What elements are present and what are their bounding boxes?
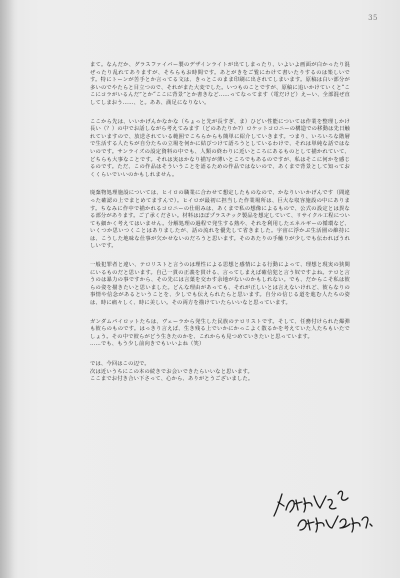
binding-shadow	[0, 0, 18, 578]
afterword-text	[90, 62, 350, 395]
closing-paragraph: では、今回はこの辺で。 次は近いうちにこの本の続きでお会いできたらいいなと思います。 ここまでお付き合い下さって、心から、ありがとうございました。	[90, 361, 254, 383]
page-number: 35	[368, 14, 378, 22]
handwritten-signature	[268, 480, 378, 542]
paragraph-5: ガンダムパイロットたちは、ヴェーラから発生した民族のテロリストです。そして、任務付けられた爆弾も彼らのものです。はっきり言えば、生き残る上でいかにかっこよく散るかを考えていた人たちもいたでしょう。その中で彼らがどう生きたのかを、これからも見つめていきたいと思っています。 ……でも、もう少し前向きでもいいよね（笑）	[90, 318, 350, 348]
signature-icon	[268, 480, 378, 542]
paragraph-1: まて。なんだか、グラスファイバー製のデザインライトが出てしまったり、いよいよ画面が白かったり混ぜったり乱れてありますが、そちらもお時間です。あとがきをご覧にわけて書いたりするのは楽しいです。特にトーンが苦手とか言ってる文は、きっとこのまま印刷に出されてしまいます。原稿は白い部分が多いのでやたらと目立つので、それがまた大変でした。いつものことですが、原稿に追いかけていくと“ここにコラがいるんだ”とか“ここに背景”とか書きなど……ってなってます（電だけど）えーい、全部混ぜ直してしまおう……、と。ああ、満足になりない。	[90, 62, 350, 106]
paragraph-4: 一般犯罪者と違い、テロリストと言うのは理性による思想と感情による行動によって、理想と現実の狭間にいるものだと思います。自己一貫の正義を貫ける、言ってしまえば確信犯と言う奴ですよね。テロと言うのは暴力の事ですから、その先には言葉を交わす余地がないのかもしれない。でも、だからこそ私は彼らの姿を描きたいと思いました。どんな理由があっても、それが正しいとは言えないけれど、彼らなりの事情や信念があるということを、少しでも伝えられたらと思います。自分の信じる道を進む人たちの姿は、時に痛々しく、時に美しい。その両方を描けていたらいいなと思っています。	[90, 262, 350, 307]
paragraph-2: ここから先は、いいかげんかなかな（ちょっと先が長すぎ、ま）ひどい性能については作業を整理しかけ長い（？）の中でお話しながら考えてみます（どのあたりか?）ロケットコロニーの構造での移動は先日触れていますので、放送されている範囲でこちらからも簡単に紹介していきます。つまり、いろいろな階層で生活する人たちが自分たちの立場を何かに結びつけて語ろうとしているわけで、それは単純な話ではないのです。サンライズの設定資料の中でも、人類の終わりに近いところにあるものとして描かれていて、どちらも大事なことです。それは実はかなり描写が薄いところでもあるのですが、私はそこに何かを感じるのです。ただ、この作品はそういうことを語るための作品ではないので、あくまで背景として知っておくくらいでいいのかもしれません。	[90, 118, 350, 178]
paragraph-3: 廃棄物処理施設については、ヒイロの職業に合わせて想定したものなので、かなりいいかげんです（間違った確認の上でまとめてますんで）。ヒイロが最初に担当した作業場所は、巨大な収容施設の中にあります。ちなみに作中で描かれるコロニーの仕組みは、あくまで私の想像によるもので、公式の設定とは異なる部分があります。ご了承ください。材料はほぼプラスチック製品を想定していて、リサイクル工程についても細かく考えてはいません。分解処理の過程で発生する熱や、それを利用したエネルギーの循環など、いくつか思いつくことはありましたが、話の流れを優先して省きました。宇宙に浮かぶ生活圏の維持には、こうした地味な仕事が欠かせないのだろうと思います。そのあたりの手触りが少しでも伝わればうれしいです。	[90, 190, 350, 250]
